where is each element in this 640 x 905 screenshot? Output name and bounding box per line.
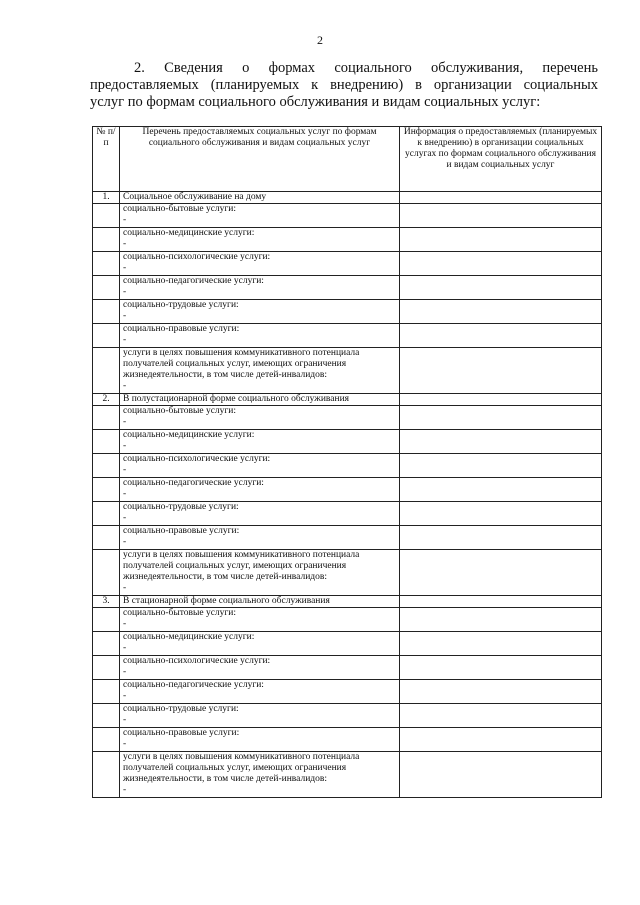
table-row	[93, 704, 602, 728]
info-cell	[400, 348, 602, 394]
service-value: -	[123, 239, 127, 249]
table-row	[93, 276, 602, 300]
table-row	[93, 228, 602, 252]
num-cell	[93, 276, 120, 300]
service-cell	[120, 502, 400, 526]
section-row	[93, 192, 602, 204]
num-cell	[93, 252, 120, 276]
num-cell	[93, 478, 120, 502]
service-cell	[120, 324, 400, 348]
services-table	[92, 126, 602, 798]
service-label: социально-трудовые услуги:	[123, 704, 239, 714]
service-label: социально-трудовые услуги:	[123, 502, 239, 512]
service-label: социально-бытовые услуги:	[123, 406, 237, 416]
service-label: услуги в целях повышения коммуникативного потенциала получателей социальных услуг, имеющих ограничения жизнедеятельности, в том числе детей-инвалидов:	[123, 752, 360, 784]
num-cell	[93, 406, 120, 430]
table-row	[93, 454, 602, 478]
service-value: -	[123, 715, 127, 725]
section-info-cell	[400, 596, 602, 608]
num-cell	[93, 608, 120, 632]
info-cell	[400, 680, 602, 704]
service-cell	[120, 228, 400, 252]
info-cell	[400, 656, 602, 680]
service-label: социально-правовые услуги:	[123, 526, 240, 536]
table-row	[93, 550, 602, 596]
info-cell	[400, 252, 602, 276]
service-label: социально-медицинские услуги:	[123, 632, 255, 642]
section-row	[93, 596, 602, 608]
table-row	[93, 752, 602, 798]
service-value: -	[123, 417, 127, 427]
service-cell	[120, 728, 400, 752]
info-cell	[400, 550, 602, 596]
section-number: 1.	[93, 192, 120, 204]
table-row	[93, 430, 602, 454]
section-title: Социальное обслуживание на дому	[120, 192, 400, 204]
service-value: -	[123, 785, 127, 795]
section-info-cell	[400, 192, 602, 204]
heading-line: предоставляемых (планируемых к внедрению) в организации социальных	[90, 77, 598, 93]
service-cell	[120, 300, 400, 324]
service-cell	[120, 632, 400, 656]
table-row	[93, 656, 602, 680]
num-cell	[93, 502, 120, 526]
section-title: В стационарной форме социального обслуживания	[120, 596, 400, 608]
info-cell	[400, 728, 602, 752]
service-cell	[120, 526, 400, 550]
section-title: В полустационарной форме социального обслуживания	[120, 394, 400, 406]
service-cell	[120, 430, 400, 454]
service-value: -	[123, 691, 127, 701]
service-cell	[120, 406, 400, 430]
header-list: Перечень предоставляемых социальных услуг по формам социального обслуживания и видам социальных услуг	[120, 127, 400, 192]
service-label: социально-бытовые услуги:	[123, 608, 237, 618]
info-cell	[400, 478, 602, 502]
service-value: -	[123, 537, 127, 547]
heading-line: услуг по формам социального обслуживания и видам социальных услуг:	[90, 94, 541, 110]
table-body	[93, 192, 602, 798]
service-cell	[120, 608, 400, 632]
service-label: социально-правовые услуги:	[123, 728, 240, 738]
num-cell	[93, 430, 120, 454]
num-cell	[93, 632, 120, 656]
service-label: социально-медицинские услуги:	[123, 228, 255, 238]
num-cell	[93, 526, 120, 550]
num-cell	[93, 656, 120, 680]
info-cell	[400, 454, 602, 478]
header-info: Информация о предоставляемых (планируемых к внедрению) в организации социальных услугах по формам социального обслуживания и видам социальных услуг	[400, 127, 602, 192]
service-value: -	[123, 465, 127, 475]
table-row	[93, 680, 602, 704]
service-value: -	[123, 381, 127, 391]
table-row	[93, 300, 602, 324]
service-value: -	[123, 667, 127, 677]
table-row	[93, 632, 602, 656]
info-cell	[400, 502, 602, 526]
service-cell	[120, 550, 400, 596]
service-label: социально-педагогические услуги:	[123, 478, 264, 488]
service-value: -	[123, 441, 127, 451]
service-label: услуги в целях повышения коммуникативного потенциала получателей социальных услуг, имеющих ограничения жизнедеятельности, в том числе детей-инвалидов:	[123, 348, 360, 380]
service-value: -	[123, 311, 127, 321]
table-row	[93, 324, 602, 348]
section-number: 3.	[93, 596, 120, 608]
header-num: № п/п	[93, 127, 120, 192]
table-row	[93, 478, 602, 502]
service-label: социально-психологические услуги:	[123, 656, 271, 666]
info-cell	[400, 300, 602, 324]
table-row	[93, 406, 602, 430]
num-cell	[93, 550, 120, 596]
service-cell	[120, 656, 400, 680]
service-value: -	[123, 583, 127, 593]
service-cell	[120, 252, 400, 276]
service-value: -	[123, 489, 127, 499]
service-value: -	[123, 739, 127, 749]
info-cell	[400, 430, 602, 454]
table-row	[93, 526, 602, 550]
table-row	[93, 608, 602, 632]
table-row	[93, 728, 602, 752]
service-cell	[120, 276, 400, 300]
section-row	[93, 394, 602, 406]
service-cell	[120, 752, 400, 798]
num-cell	[93, 300, 120, 324]
service-value: -	[123, 263, 127, 273]
page-number: 2	[317, 33, 323, 47]
num-cell	[93, 752, 120, 798]
info-cell	[400, 632, 602, 656]
table-row	[93, 252, 602, 276]
info-cell	[400, 324, 602, 348]
info-cell	[400, 204, 602, 228]
service-label: услуги в целях повышения коммуникативного потенциала получателей социальных услуг, имеющих ограничения жизнедеятельности, в том числе детей-инвалидов:	[123, 550, 360, 582]
service-value: -	[123, 287, 127, 297]
service-cell	[120, 704, 400, 728]
service-label: социально-трудовые услуги:	[123, 300, 239, 310]
section-heading	[90, 60, 598, 111]
num-cell	[93, 728, 120, 752]
info-cell	[400, 608, 602, 632]
service-cell	[120, 478, 400, 502]
table-row	[93, 502, 602, 526]
service-label: социально-педагогические услуги:	[123, 680, 264, 690]
num-cell	[93, 348, 120, 394]
service-cell	[120, 348, 400, 394]
num-cell	[93, 680, 120, 704]
service-label: социально-медицинские услуги:	[123, 430, 255, 440]
service-value: -	[123, 619, 127, 629]
service-value: -	[123, 643, 127, 653]
service-label: социально-бытовые услуги:	[123, 204, 237, 214]
info-cell	[400, 228, 602, 252]
service-cell	[120, 204, 400, 228]
num-cell	[93, 454, 120, 478]
info-cell	[400, 752, 602, 798]
num-cell	[93, 324, 120, 348]
section-info-cell	[400, 394, 602, 406]
table-row	[93, 204, 602, 228]
service-label: социально-психологические услуги:	[123, 454, 271, 464]
service-cell	[120, 680, 400, 704]
table-row	[93, 348, 602, 394]
service-value: -	[123, 335, 127, 345]
heading-line: 2. Сведения о формах социального обслуживания, перечень	[134, 60, 598, 76]
service-label: социально-педагогические услуги:	[123, 276, 264, 286]
info-cell	[400, 526, 602, 550]
service-value: -	[123, 513, 127, 523]
num-cell	[93, 204, 120, 228]
info-cell	[400, 276, 602, 300]
num-cell	[93, 704, 120, 728]
service-cell	[120, 454, 400, 478]
info-cell	[400, 704, 602, 728]
service-value: -	[123, 215, 127, 225]
service-label: социально-психологические услуги:	[123, 252, 271, 262]
table-header-row	[93, 127, 602, 192]
section-number: 2.	[93, 394, 120, 406]
service-label: социально-правовые услуги:	[123, 324, 240, 334]
info-cell	[400, 406, 602, 430]
num-cell	[93, 228, 120, 252]
